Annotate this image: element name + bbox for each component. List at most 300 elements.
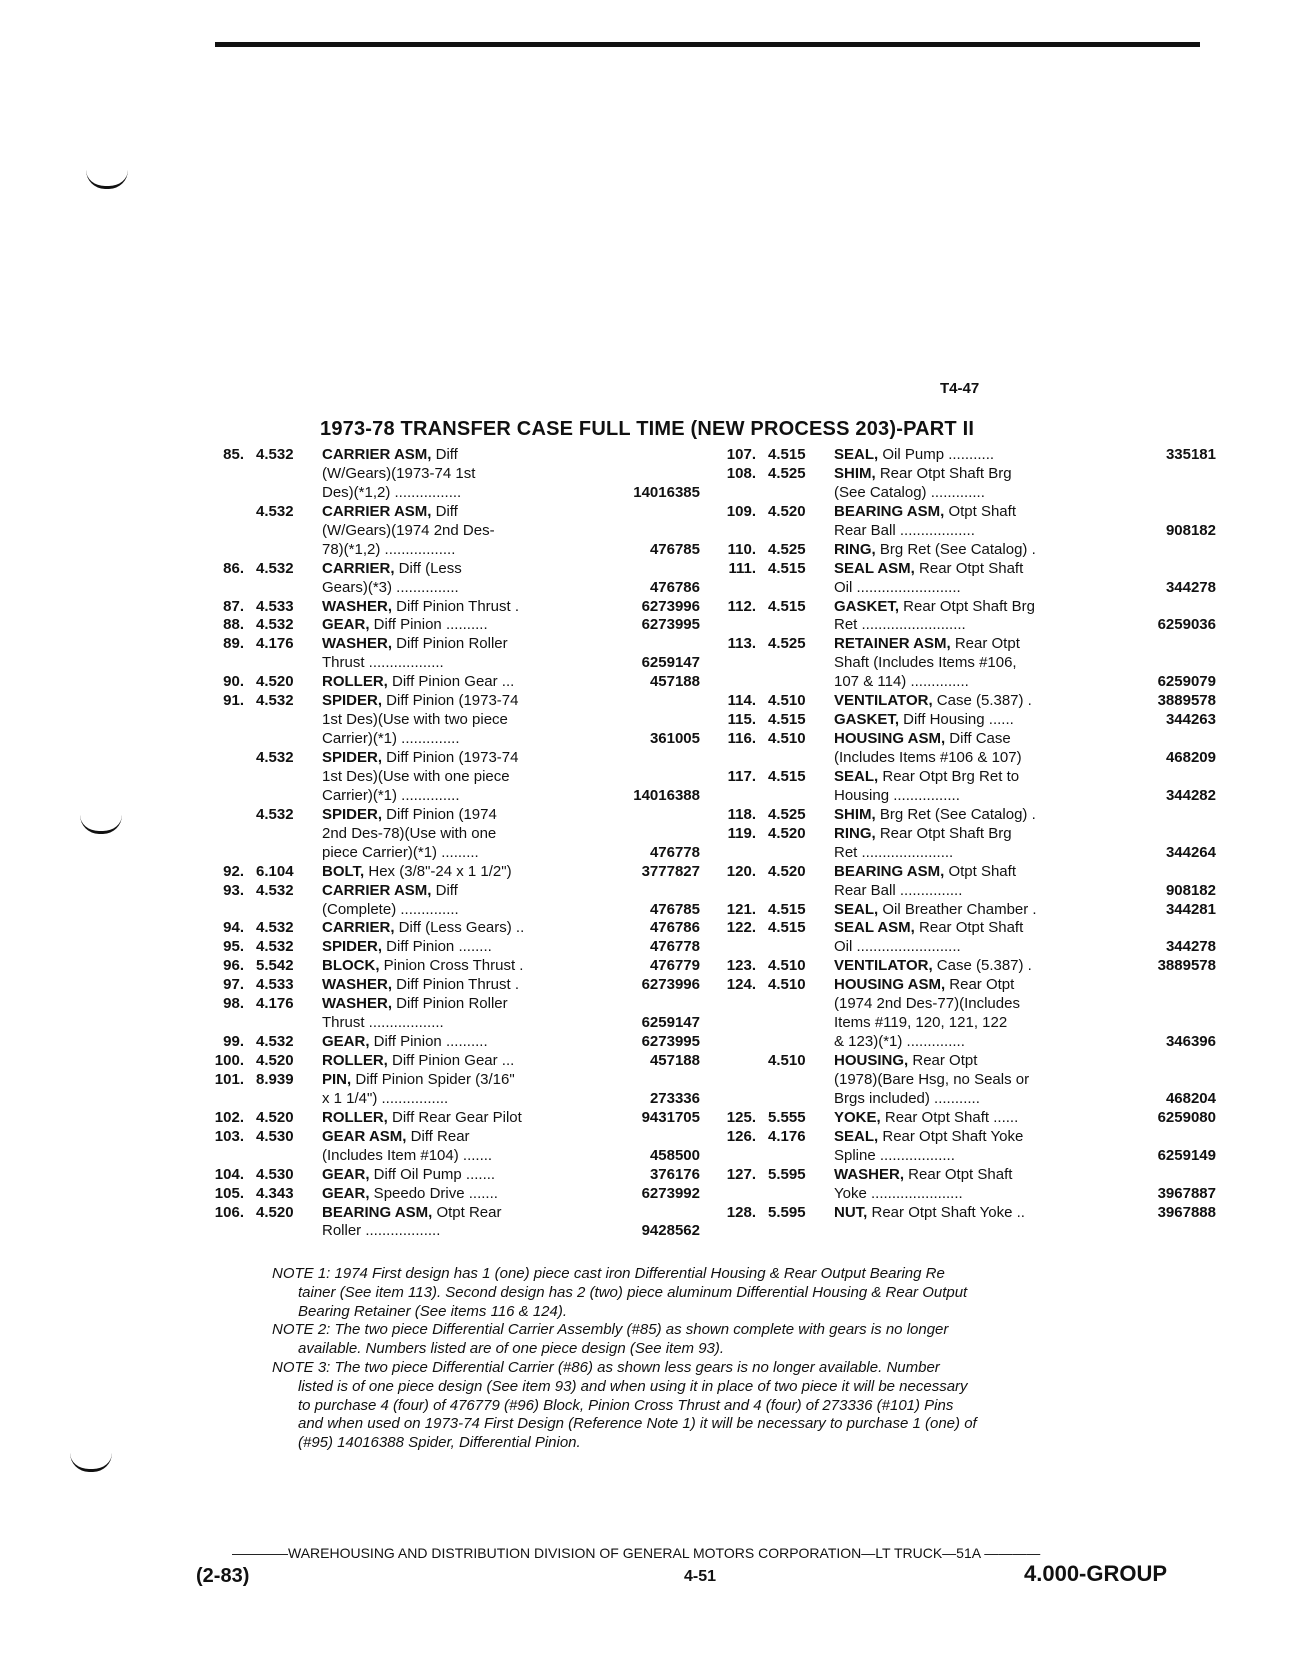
part-detail: Diff Pinion Spider (3/16"	[351, 1070, 515, 1088]
part-description	[322, 503, 458, 522]
part-row	[708, 1184, 1216, 1204]
part-number: 6273992	[641, 1184, 700, 1202]
item-number: 118.	[727, 805, 756, 823]
part-description	[322, 654, 444, 673]
part-description	[834, 446, 994, 465]
group-number: 4.533	[256, 976, 294, 994]
group-number: 4.525	[768, 635, 806, 653]
part-number: 476785	[649, 900, 700, 918]
part-row	[708, 863, 1208, 882]
part-name: ROLLER,	[322, 1108, 388, 1126]
part-row	[196, 711, 696, 730]
top-rule	[215, 42, 1200, 47]
part-detail: 1st Des)(Use with two piece	[322, 711, 508, 729]
group-number: 4.532	[256, 692, 294, 710]
part-description	[322, 484, 461, 503]
part-detail: (1974 2nd Des-77)(Includes	[834, 995, 1020, 1013]
group-number: 4.515	[768, 919, 806, 937]
part-number: 458500	[649, 1146, 700, 1164]
part-description	[322, 957, 523, 976]
part-detail: Diff (Less	[394, 559, 462, 577]
part-row	[196, 1165, 700, 1185]
group-number: 4.533	[256, 597, 294, 615]
part-description	[322, 635, 508, 654]
part-description	[322, 692, 519, 711]
group-number: 4.510	[768, 1052, 806, 1069]
group-number: 4.532	[256, 938, 294, 956]
part-detail: (See Catalog) .............	[834, 483, 985, 501]
part-detail: Carrier)(*1) ..............	[322, 730, 460, 748]
note-line: listed is of one piece design (See item 93) and when using it in place of two piece it will be necessary	[298, 1377, 968, 1395]
item-number: 97.	[223, 976, 244, 994]
part-description	[834, 503, 1016, 522]
part-row	[708, 1146, 1216, 1166]
part-number: 6273995	[641, 1033, 700, 1051]
item-number: 112.	[727, 597, 756, 615]
part-number: 344264	[1165, 843, 1216, 861]
part-number: 344282	[1165, 786, 1216, 804]
part-description	[834, 938, 961, 957]
part-row	[196, 597, 700, 617]
part-row	[196, 1052, 700, 1071]
part-name: RETAINER ASM,	[834, 635, 951, 653]
item-number: 124.	[726, 976, 756, 994]
part-row	[708, 730, 1208, 749]
part-description	[834, 1090, 980, 1109]
part-number: 335181	[1165, 446, 1216, 463]
part-name: GEAR,	[322, 1184, 370, 1202]
part-name: CARRIER,	[322, 559, 395, 577]
part-name: SEAL,	[834, 767, 879, 785]
part-detail: Rear Otpt Shaft Brg	[899, 597, 1035, 615]
part-row	[196, 900, 700, 920]
part-number: 9431705	[641, 1108, 700, 1126]
part-name: WASHER,	[322, 995, 393, 1013]
part-row	[196, 465, 696, 484]
part-row	[196, 522, 696, 541]
part-number: 6259036	[1157, 616, 1216, 634]
part-name: SEAL,	[834, 1127, 879, 1145]
part-row	[196, 692, 696, 711]
part-number: 476786	[649, 578, 700, 596]
part-detail: Oil .........................	[834, 578, 961, 596]
part-detail: Rear Otpt Shaft	[914, 559, 1024, 577]
part-detail: Otpt Rear	[432, 1203, 502, 1221]
part-description	[834, 901, 1037, 920]
part-name: SPIDER,	[322, 692, 383, 710]
part-row	[196, 995, 696, 1014]
part-row	[708, 654, 1208, 673]
part-description	[322, 1033, 488, 1052]
item-number: 110.	[727, 540, 756, 558]
part-name: GASKET,	[834, 711, 900, 729]
part-row	[196, 1222, 700, 1241]
part-row	[708, 541, 1208, 560]
part-name: VENTILATOR,	[834, 692, 933, 710]
part-row	[708, 503, 1208, 522]
item-number: 94.	[223, 919, 244, 937]
item-number: 113.	[727, 635, 756, 653]
part-name: RING,	[834, 824, 876, 842]
part-number: 6273996	[641, 976, 700, 994]
part-number: 361005	[649, 730, 700, 748]
part-detail: (W/Gears)(1974 2nd Des-	[322, 521, 495, 539]
part-detail: Rear Otpt Shaft	[904, 1165, 1013, 1183]
part-name: SHIM,	[834, 805, 876, 823]
part-row	[196, 919, 700, 938]
part-name: WASHER,	[322, 597, 393, 615]
part-description	[322, 1128, 470, 1147]
part-detail: Roller ..................	[322, 1222, 441, 1240]
item-number: 115.	[727, 711, 756, 729]
part-description	[834, 1185, 963, 1204]
item-number: 122.	[726, 919, 756, 937]
part-name: SPIDER,	[322, 938, 383, 956]
part-detail: Shaft (Includes Items #106,	[834, 654, 1017, 672]
part-detail: Diff Pinion Roller	[392, 635, 508, 653]
part-detail: Pinion Cross Thrust .	[379, 957, 524, 975]
part-detail: Rear Otpt	[908, 1052, 978, 1069]
part-row	[196, 825, 696, 844]
part-detail: Brg Ret (See Catalog) .	[875, 540, 1036, 558]
part-description	[834, 635, 1020, 654]
group-number: 4.525	[768, 464, 806, 482]
part-description	[834, 787, 960, 806]
part-number: 344278	[1165, 938, 1216, 956]
part-number: 344263	[1165, 711, 1216, 729]
part-row	[708, 598, 1208, 617]
part-detail: Rear Ball ..................	[834, 521, 975, 539]
part-number: 3889578	[1157, 957, 1216, 975]
part-row	[708, 900, 1216, 920]
part-row	[708, 825, 1208, 844]
item-number: 105.	[214, 1184, 244, 1202]
group-number: 4.532	[256, 559, 294, 577]
part-row	[708, 881, 1216, 901]
part-row	[196, 1014, 700, 1033]
part-number: 476786	[649, 919, 700, 937]
part-detail: Hex (3/8"-24 x 1 1/2")	[364, 862, 512, 880]
part-description	[834, 673, 969, 692]
part-detail: Diff Pinion ........	[382, 938, 492, 956]
item-number: 87.	[223, 597, 244, 615]
part-description	[834, 616, 966, 635]
part-description	[834, 579, 961, 598]
part-row	[196, 635, 696, 654]
part-number: 344281	[1165, 900, 1216, 918]
part-detail: Ret ......................	[834, 843, 954, 861]
item-number: 127.	[726, 1165, 756, 1183]
part-detail: Rear Otpt Brg Ret to	[878, 767, 1020, 785]
group-number: 4.530	[256, 1165, 294, 1183]
part-detail: Diff Pinion (1973-74	[382, 692, 519, 710]
part-detail: Diff (Less Gears) ..	[394, 919, 525, 937]
part-detail: Rear Otpt Shaft Yoke ..	[867, 1203, 1025, 1221]
part-description	[834, 1071, 1029, 1090]
part-detail: Diff Pinion (1974	[382, 805, 497, 823]
part-detail: Diff Pinion (1973-74	[382, 749, 519, 766]
part-name: SEAL,	[834, 446, 879, 463]
group-number: 5.595	[768, 1203, 806, 1221]
part-name: BEARING ASM,	[834, 862, 945, 880]
part-description	[322, 882, 458, 901]
part-name: GEAR,	[322, 616, 370, 634]
part-name: HOUSING ASM,	[834, 730, 946, 748]
item-number: 114.	[727, 692, 756, 710]
group-number: 4.515	[768, 446, 806, 463]
part-detail: Diff	[431, 881, 458, 899]
part-detail: Diff Pinion Thrust .	[392, 976, 520, 994]
part-row	[708, 1033, 1216, 1052]
part-description	[834, 976, 1014, 995]
item-number: 92.	[223, 862, 244, 880]
part-number: 3967887	[1157, 1184, 1216, 1202]
part-number: 6259147	[641, 654, 700, 672]
part-row	[708, 1166, 1208, 1185]
group-number: 4.176	[768, 1127, 806, 1145]
part-description	[322, 787, 460, 806]
part-number: 908182	[1165, 881, 1216, 899]
part-row	[196, 446, 696, 465]
item-number: 123.	[726, 957, 756, 975]
part-row	[196, 1033, 700, 1052]
part-detail: Diff Pinion ..........	[369, 616, 488, 634]
item-number: 119.	[727, 824, 756, 842]
part-row	[196, 862, 700, 882]
part-description	[322, 541, 455, 560]
part-name: CARRIER,	[322, 919, 395, 937]
part-description	[834, 730, 1011, 749]
part-row	[708, 578, 1216, 598]
part-number: 376176	[649, 1165, 700, 1183]
group-number: 4.520	[256, 673, 294, 691]
item-number: 125.	[726, 1108, 756, 1126]
part-row	[196, 1128, 696, 1147]
part-description	[322, 1090, 448, 1109]
item-number: 88.	[223, 616, 244, 634]
part-row	[708, 1089, 1216, 1109]
group-number: 4.520	[256, 1203, 294, 1221]
part-description	[834, 768, 1019, 787]
part-name: WASHER,	[322, 976, 393, 994]
part-name: SEAL ASM,	[834, 919, 915, 937]
item-number: 85.	[223, 446, 244, 463]
part-row	[196, 730, 700, 749]
part-row	[196, 1146, 700, 1166]
note-line: NOTE 1: 1974 First design has 1 (one) piece cast iron Differential Housing & Rear Output Bearing Re	[272, 1265, 945, 1282]
group-number: 4.525	[768, 540, 806, 558]
part-row	[708, 843, 1216, 863]
part-description	[322, 1204, 501, 1223]
item-number: 106.	[214, 1203, 244, 1221]
part-detail: Otpt Shaft	[944, 502, 1016, 520]
group-number: 4.520	[768, 824, 806, 842]
group-number: 4.510	[768, 692, 806, 710]
part-name: GEAR,	[322, 1165, 370, 1183]
part-name: BEARING ASM,	[322, 1203, 433, 1221]
part-description	[834, 1204, 1025, 1223]
part-name: CARRIER ASM,	[322, 502, 432, 520]
group-number: 4.515	[768, 597, 806, 615]
part-description	[834, 522, 975, 541]
part-row	[196, 749, 696, 768]
part-detail: x 1 1/4") ................	[322, 1089, 449, 1107]
part-detail: Oil Pump ...........	[878, 446, 995, 463]
part-row	[708, 635, 1208, 654]
part-number: 6259147	[641, 1014, 700, 1032]
note-line: (#95) 14016388 Spider, Differential Pinion.	[298, 1434, 581, 1452]
part-detail: Rear Ball ...............	[834, 881, 963, 899]
part-number: 344278	[1165, 578, 1216, 596]
group-number: 5.555	[768, 1108, 806, 1126]
item-number: 93.	[223, 881, 244, 899]
group-number: 4.530	[256, 1127, 294, 1145]
group-number: 4.520	[256, 1052, 294, 1069]
part-detail: Items #119, 120, 121, 122	[834, 1014, 1008, 1032]
part-number: 457188	[649, 1052, 700, 1069]
part-description	[834, 919, 1023, 938]
part-number: 476778	[649, 938, 700, 956]
group-number: 4.510	[768, 976, 806, 994]
part-detail: Brgs included) ...........	[834, 1089, 980, 1107]
part-detail: 1st Des)(Use with one piece	[322, 767, 510, 785]
part-number: 346396	[1165, 1033, 1216, 1051]
part-description	[322, 616, 488, 635]
part-detail: 78)(*1,2) .................	[322, 540, 456, 558]
part-detail: Diff Pinion Gear ...	[387, 673, 515, 691]
part-row	[708, 560, 1208, 579]
part-row	[708, 465, 1208, 484]
part-number: 3967888	[1157, 1203, 1216, 1221]
part-row	[708, 673, 1216, 692]
part-name: SEAL,	[834, 900, 879, 918]
part-number: 476785	[649, 540, 700, 558]
part-name: WASHER,	[322, 635, 393, 653]
notes-section	[272, 1265, 1172, 1453]
binder-hole-mark	[86, 170, 128, 189]
part-description	[834, 995, 1020, 1014]
part-detail: Diff Oil Pump .......	[369, 1165, 496, 1183]
part-detail: (Includes Items #106 & 107)	[834, 749, 1022, 766]
part-row	[708, 1108, 1216, 1128]
part-description	[834, 1128, 1023, 1147]
part-row	[196, 843, 700, 863]
group-number: 4.532	[256, 805, 294, 823]
note-line: to purchase 4 (four) of 476779 (#96) Block, Pinion Cross Thrust and 4 (four) of 273336 (#101) Pins	[298, 1396, 954, 1414]
part-description	[322, 446, 458, 465]
page-title: 1973-78 TRANSFER CASE FULL TIME (NEW PROCESS 203)-PART II	[320, 418, 975, 440]
group-number: 4.532	[256, 616, 294, 634]
part-detail: Oil .........................	[834, 938, 961, 956]
part-number: 14016385	[633, 483, 700, 501]
part-description	[834, 484, 985, 503]
item-number: 90.	[223, 673, 244, 691]
note-line: and when used on 1973-74 First Design (Reference Note 1) it will be necessary to purchase 1 (one) of	[298, 1415, 977, 1433]
part-description	[834, 598, 1035, 617]
part-detail: piece Carrier)(*1) .........	[322, 843, 479, 861]
part-name: YOKE,	[834, 1108, 881, 1126]
part-description	[322, 844, 479, 863]
part-description	[322, 560, 462, 579]
part-row	[708, 484, 1208, 503]
part-description	[834, 560, 1023, 579]
part-description	[322, 711, 508, 730]
part-description	[834, 711, 1014, 730]
part-detail: (Complete) ..............	[322, 900, 459, 918]
part-row	[196, 654, 700, 673]
part-description	[834, 863, 1016, 882]
part-detail: 2nd Des-78)(Use with one	[322, 824, 497, 842]
part-description	[322, 863, 512, 882]
part-description	[322, 1109, 522, 1128]
part-name: VENTILATOR,	[834, 957, 933, 975]
group-number: 4.520	[768, 502, 806, 520]
note-line: NOTE 2: The two piece Differential Carrier Assembly (#85) as shown complete with gears is no longer	[272, 1321, 949, 1339]
part-description	[322, 1222, 440, 1241]
group-number: 8.939	[256, 1070, 294, 1088]
part-number: 476778	[649, 843, 700, 861]
group-number: 4.532	[256, 749, 294, 766]
part-description	[322, 1147, 492, 1166]
part-description	[322, 1166, 495, 1185]
part-detail: Thrust ..................	[322, 1014, 444, 1032]
part-name: GEAR ASM,	[322, 1127, 407, 1145]
part-name: BEARING ASM,	[834, 502, 945, 520]
part-row	[708, 1128, 1208, 1147]
part-name: BLOCK,	[322, 957, 380, 975]
page-code: T4-47	[940, 380, 980, 397]
item-number: 120.	[726, 862, 756, 880]
group-number: 4.532	[256, 1033, 294, 1051]
part-detail: Rear Otpt Shaft ......	[880, 1108, 1019, 1126]
part-number: 6259080	[1157, 1108, 1216, 1126]
part-description	[322, 1014, 444, 1033]
part-row	[196, 503, 696, 522]
part-name: PIN,	[322, 1070, 352, 1088]
part-number: 14016388	[633, 786, 700, 804]
binder-hole-mark	[80, 815, 122, 834]
part-detail: (Includes Item #104) .......	[322, 1146, 493, 1164]
part-description	[322, 768, 510, 787]
part-detail: Diff Pinion ..........	[369, 1033, 488, 1051]
item-number: 99.	[223, 1033, 244, 1051]
parts-list-right	[708, 446, 1216, 1222]
parts-list-left	[196, 446, 700, 1241]
group-number: 4.515	[768, 900, 806, 918]
part-description	[834, 465, 1012, 484]
part-detail: Brg Ret (See Catalog) .	[875, 805, 1036, 823]
part-row	[708, 1203, 1216, 1223]
part-name: CARRIER ASM,	[322, 881, 432, 899]
group-number: 4.343	[256, 1184, 294, 1202]
part-description	[322, 598, 519, 617]
part-row	[196, 1184, 700, 1204]
part-description	[834, 749, 1022, 768]
part-name: GEAR,	[322, 1033, 370, 1051]
part-detail: Diff Housing ......	[899, 711, 1014, 729]
part-detail: Otpt Shaft	[944, 862, 1016, 880]
item-number: 103.	[214, 1127, 244, 1145]
part-description	[322, 1052, 514, 1071]
part-description	[322, 901, 459, 920]
item-number: 126.	[726, 1127, 756, 1145]
part-number: 476779	[649, 957, 700, 975]
part-description	[834, 692, 1032, 711]
part-description	[322, 919, 524, 938]
part-row	[196, 806, 696, 825]
group-number: 4.525	[768, 805, 806, 823]
part-detail: Case (5.387) .	[932, 692, 1032, 710]
